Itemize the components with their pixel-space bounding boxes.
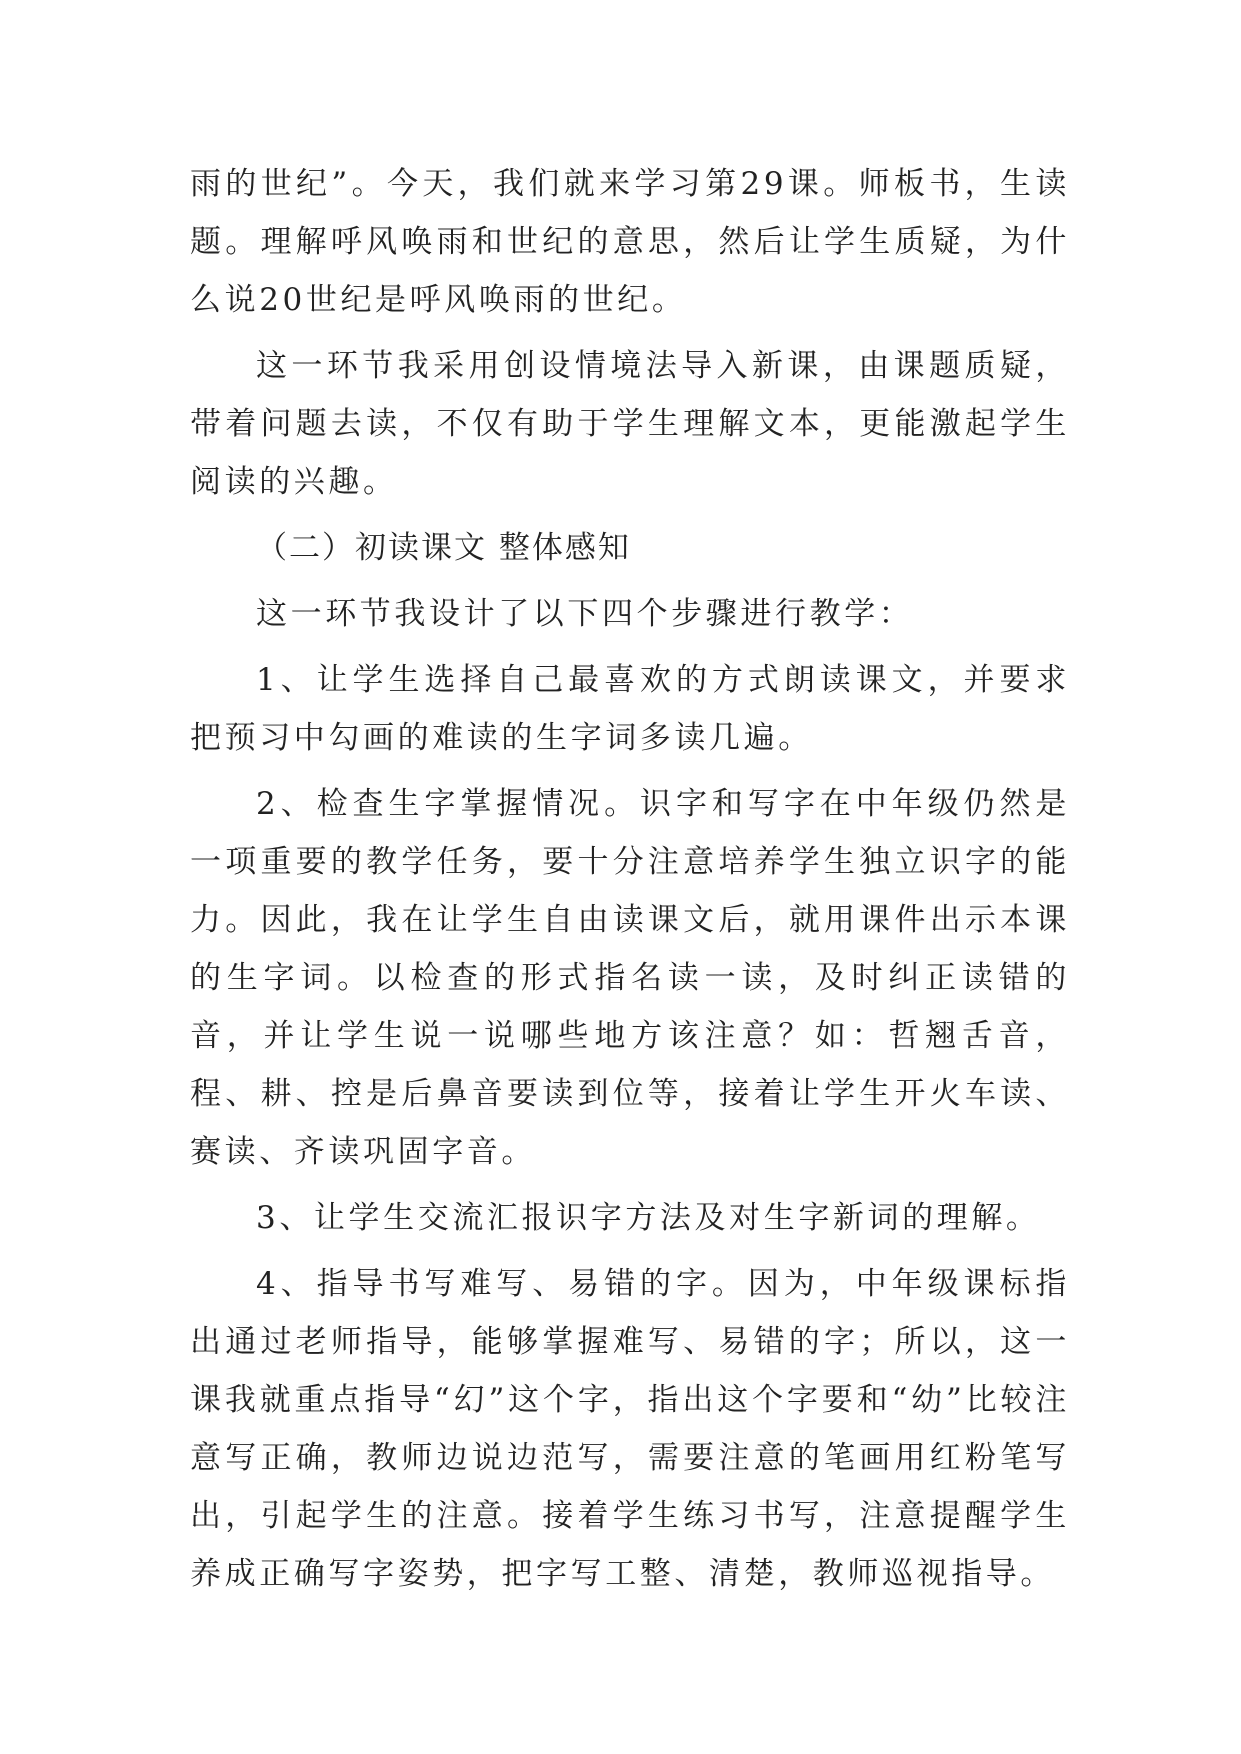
document-page <box>190 155 1070 1611</box>
section-heading: （二）初读课文 整体感知 <box>256 530 631 566</box>
paragraph-continuation: 雨的世纪”。今天，我们就来学习第29课。师板书，生读题。理解呼风唤雨和世纪的意思，然后让学生质疑，为什么说20世纪是呼风唤雨的世纪。 <box>190 166 1070 318</box>
paragraph-step-3: 3、让学生交流汇报识字方法及对生字新词的理解。 <box>256 1200 1041 1236</box>
paragraph-step-1: 1、让学生选择自己最喜欢的方式朗读课文，并要求把预习中勾画的难读的生字词多读几遍。 <box>190 662 1070 756</box>
paragraph-step-4: 4、指导书写难写、易错的字。因为，中年级课标指出通过老师指导，能够掌握难写、易错的字；所以，这一课我就重点指导“幻”这个字，指出这个字要和“幼”比较注意写正确，教师边说边范写，需要注意的笔画用红粉笔写出，引起学生的注意。接着学生练习书写，注意提醒学生养成正确写字姿势，把字写工整、清楚，教师巡视指导。 <box>190 1266 1070 1592</box>
paragraph-method-explanation: 这一环节我采用创设情境法导入新课，由课题质疑，带着问题去读，不仅有助于学生理解文本，更能激起学生阅读的兴趣。 <box>190 348 1070 500</box>
paragraph-step-2: 2、检查生字掌握情况。识字和写字在中年级仍然是一项重要的教学任务，要十分注意培养学生独立识字的能力。因此，我在让学生自由读课文后，就用课件出示本课的生字词。以检查的形式指名读一读，及时纠正读错的音，并让学生说一说哪些地方该注意？如：哲翘舌音，程、耕、控是后鼻音要读到位等，接着让学生开火车读、赛读、齐读巩固字音。 <box>190 786 1070 1170</box>
paragraph-steps-intro: 这一环节我设计了以下四个步骤进行教学： <box>256 596 914 632</box>
